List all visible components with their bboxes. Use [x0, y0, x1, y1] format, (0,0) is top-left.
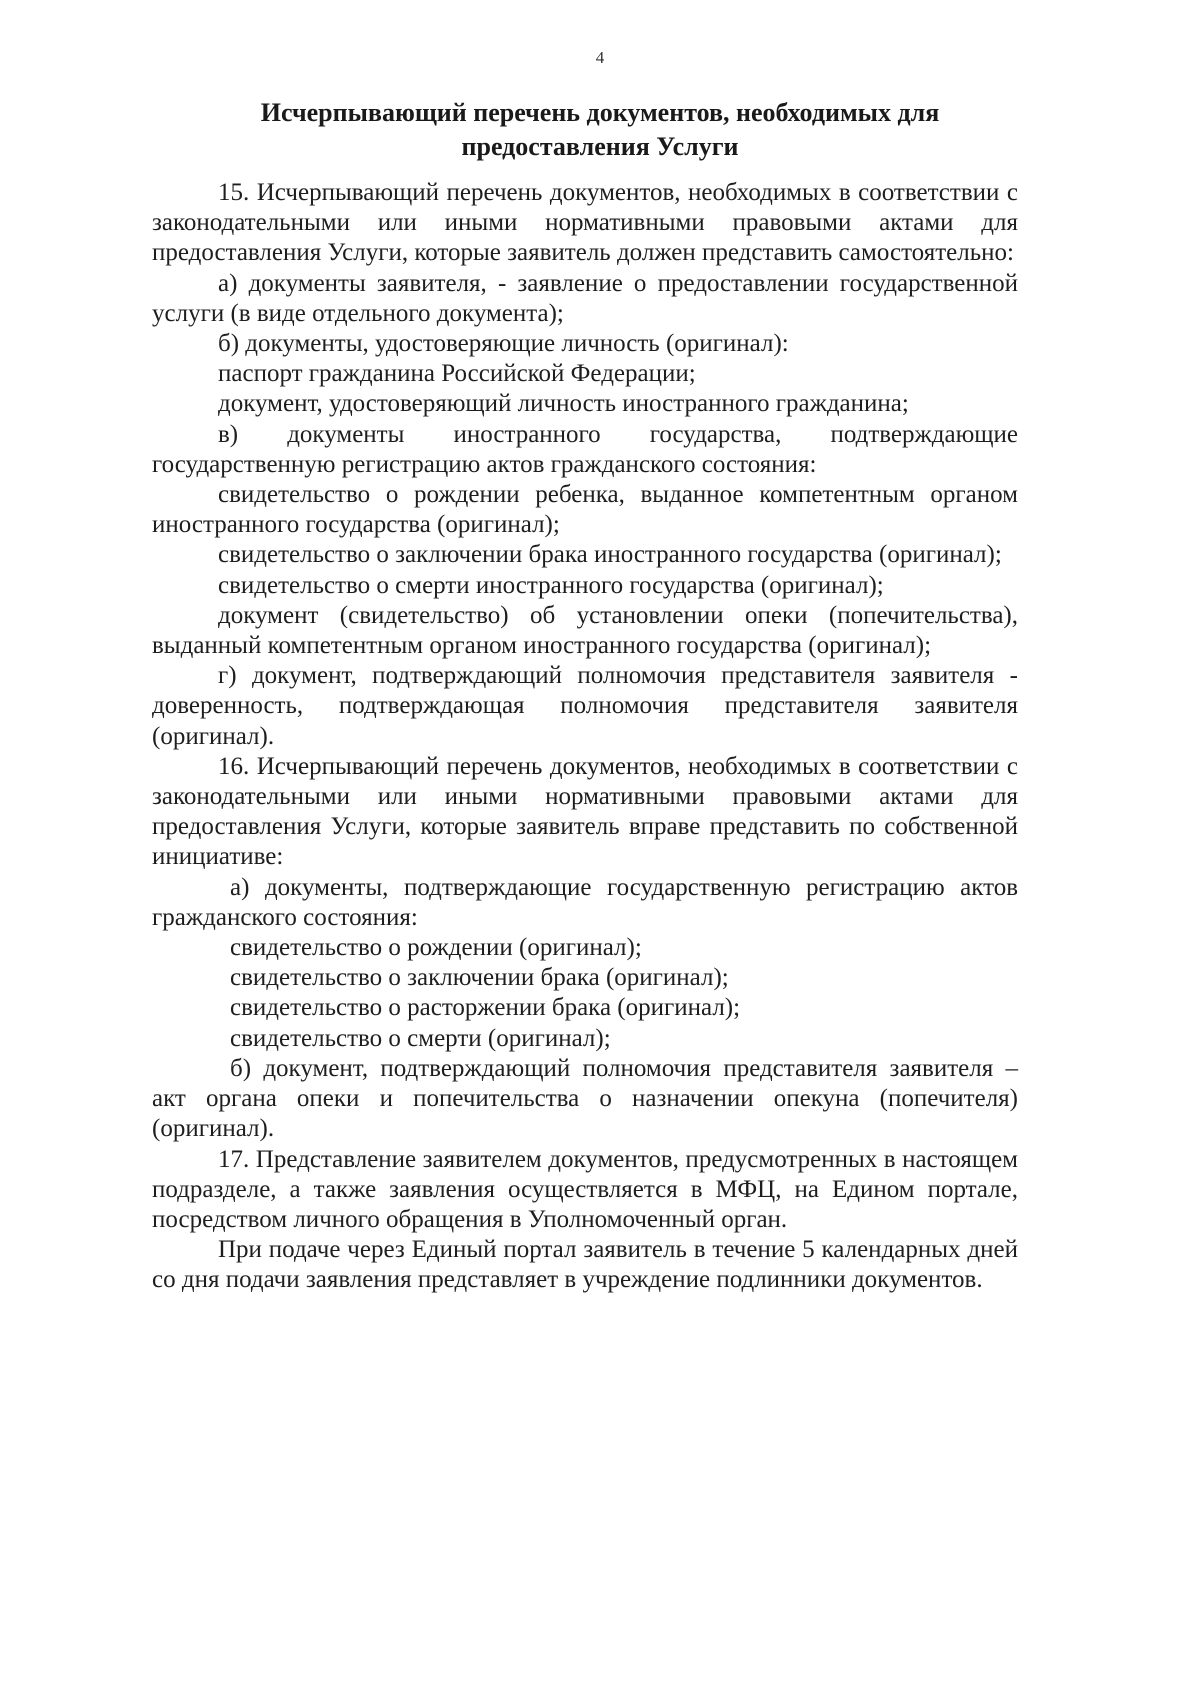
- list-subitem: свидетельство о рождении ребенка, выданное компетентным органом иностранного государства (оригинал);: [152, 481, 1018, 539]
- list-item-15v: в) документы иностранного государства, подтверждающие государственную регистрацию актов гражданского состояния:: [152, 420, 1018, 478]
- list-subitem: свидетельство о смерти иностранного государства (оригинал);: [218, 571, 884, 599]
- list-item-15a: а) документы заявителя, - заявление о предоставлении государственной услуги (в виде отдельного документа);: [152, 269, 1018, 327]
- list-subitem: документ, удостоверяющий личность иностранного гражданина;: [218, 390, 909, 418]
- page-number: 4: [595, 48, 605, 67]
- paragraph-16: 16. Исчерпывающий перечень документов, необходимых в соответствии с законодательными или иными нормативными правовыми актами для предоставления Услуги, которые заявитель вправе представить по собственной инициативе:: [152, 752, 1018, 871]
- list-item-16a: а) документы, подтверждающие государственную регистрацию актов гражданского состояния:: [152, 873, 1018, 931]
- list-subitem: свидетельство о заключении брака иностранного государства (оригинал);: [218, 541, 1002, 569]
- list-item-16b: б) документ, подтверждающий полномочия представителя заявителя – акт органа опеки и попечительства о назначении опекуна (попечителя) (оригинал).: [152, 1054, 1018, 1143]
- list-subitem: свидетельство о смерти (оригинал);: [230, 1024, 611, 1052]
- list-item-15b: б) документы, удостоверяющие личность (оригинал):: [218, 330, 789, 358]
- paragraph-17: 17. Представление заявителем документов, предусмотренных в настоящем подразделе, а также заявления осуществляется в МФЦ, на Едином портале, посредством личного обращения в Уполномоченный орган.: [152, 1145, 1018, 1233]
- list-subitem: паспорт гражданина Российской Федерации;: [218, 360, 696, 388]
- document-body: [152, 178, 1018, 1296]
- list-subitem: свидетельство о расторжении брака (оригинал);: [230, 994, 741, 1022]
- paragraph-closing: При подаче через Единый портал заявитель в течение 5 календарных дней со дня подачи заявления представляет в учреждение подлинники документов.: [152, 1236, 1018, 1294]
- list-item-15g: г) документ, подтверждающий полномочия представителя заявителя - доверенность, подтверждающая полномочия представителя заявителя (оригинал).: [152, 662, 1018, 750]
- paragraph-15: 15. Исчерпывающий перечень документов, необходимых в соответствии с законодательными или иными нормативными правовыми актами для предоставления Услуги, которые заявитель должен представить самостоятельно:: [152, 179, 1018, 267]
- list-subitem: свидетельство о заключении брака (оригинал);: [230, 964, 729, 992]
- list-subitem: документ (свидетельство) об установлении опеки (попечительства), выданный компетентным органом иностранного государства (оригинал);: [152, 601, 1018, 660]
- list-subitem: свидетельство о рождении (оригинал);: [230, 934, 642, 962]
- section-heading: [150, 96, 1050, 164]
- heading-line-2: предоставления Услуги: [461, 132, 739, 161]
- heading-line-1: Исчерпывающий перечень документов, необходимых для: [260, 98, 940, 127]
